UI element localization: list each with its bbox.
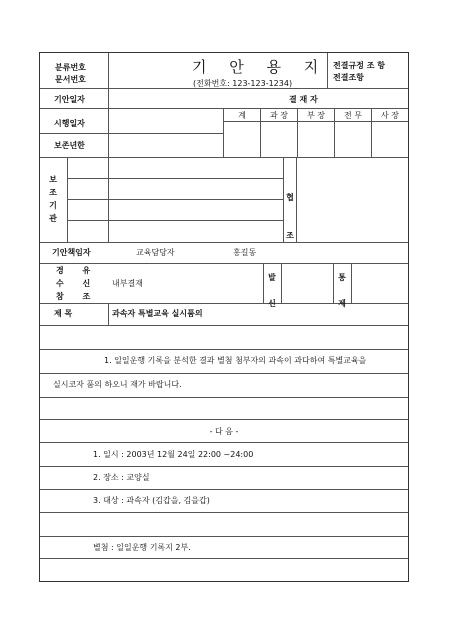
phone-number: (전화번호: 123-123-1234) <box>193 79 293 88</box>
body-item-2: 2. 장소 : 교양실 <box>93 473 150 482</box>
rule <box>40 489 408 490</box>
approval-col-4: 전 무 <box>344 111 362 120</box>
rule <box>40 349 408 350</box>
draft-form <box>39 52 409 582</box>
rule <box>281 263 282 303</box>
rule <box>351 263 352 303</box>
exec-date-label: 시행일자 <box>54 119 85 128</box>
rule <box>67 199 283 200</box>
approval-col-2: 과 장 <box>270 111 288 120</box>
delegation-clause-label: 전결조항 <box>333 73 364 82</box>
approval-col-3: 부 장 <box>307 111 325 120</box>
body-attachment: 별첨 : 일일운행 기록지 2부. <box>93 543 191 552</box>
subject-label: 제 목 <box>54 309 73 318</box>
rule <box>40 133 223 134</box>
control-label: 통제 <box>338 273 346 308</box>
rule <box>67 220 283 221</box>
body-center-heading: - 다 음 - <box>209 427 239 436</box>
rule <box>108 53 109 88</box>
cooperation-label: 협조 <box>286 193 294 240</box>
recipient-label: 수 신 <box>56 279 99 288</box>
body-item-3: 3. 대상 : 과속자 (김갑을, 김을갑) <box>93 496 210 505</box>
delegation-rule-label: 전결규정 조 항 <box>333 61 385 70</box>
rule <box>40 108 408 109</box>
classification-no-label: 분류번호 <box>55 63 86 72</box>
rule <box>263 263 264 303</box>
rule <box>40 397 408 398</box>
rule <box>108 303 109 325</box>
page-title: 기 안 용 지 <box>192 58 328 76</box>
rule <box>296 157 297 242</box>
rule <box>108 88 109 242</box>
rule <box>223 121 408 122</box>
send-label: 발신 <box>268 273 276 308</box>
approval-col-1: 계 <box>238 111 246 120</box>
reference-label: 참 조 <box>56 292 99 301</box>
rule <box>40 303 408 304</box>
rule <box>283 157 284 242</box>
rule <box>40 419 408 420</box>
approvers-title: 결 재 자 <box>289 95 318 104</box>
document-no-label: 문서번호 <box>55 75 86 84</box>
recipient-value: 내부결재 <box>112 279 143 288</box>
subject-value: 과속자 특별교육 실시품의 <box>112 309 203 318</box>
body-paragraph-2: 실시코자 품의 하오니 재가 바랍니다. <box>53 380 182 389</box>
assist-org-label: 보조기관 <box>49 175 57 223</box>
rule <box>40 325 408 326</box>
body-paragraph-1: 1. 일일운행 기록을 분석한 결과 별첨 첨부자의 과속이 과다하여 특별교육을 <box>104 356 367 365</box>
approval-col-5: 사 장 <box>381 111 399 120</box>
body-item-1: 1. 일시 : 2003년 12월 24일 22:00 ~24:00 <box>93 450 254 459</box>
retention-label: 보존년한 <box>54 141 85 150</box>
rule <box>40 442 408 443</box>
rule <box>40 466 408 467</box>
rule <box>40 242 408 243</box>
drafter-dept: 교육담당자 <box>136 248 175 257</box>
rule <box>67 157 68 242</box>
drafter-label: 기안책임자 <box>52 248 91 257</box>
rule <box>40 157 408 158</box>
drafter-name: 홍길동 <box>233 248 257 257</box>
draft-date-label: 기안일자 <box>54 95 85 104</box>
rule <box>40 536 408 537</box>
via-label: 경 유 <box>56 266 99 275</box>
rule <box>40 558 408 559</box>
rule <box>40 512 408 513</box>
rule <box>333 263 334 303</box>
rule <box>40 373 408 374</box>
rule <box>67 178 283 179</box>
rule <box>40 263 408 264</box>
